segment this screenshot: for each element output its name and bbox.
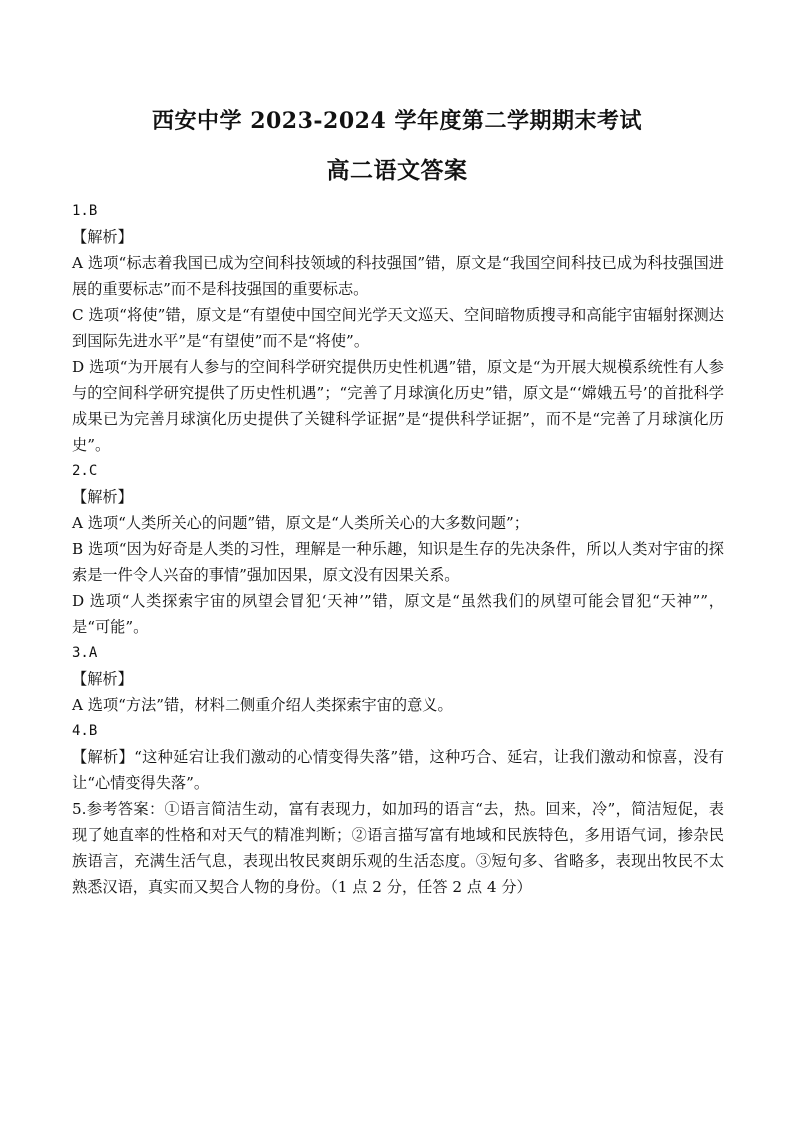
q3-number: 3.A bbox=[72, 645, 98, 661]
q1-number: 1.B bbox=[72, 203, 98, 219]
q2-option-b: B 选项“因为好奇是人类的习性，理解是一种乐趣，知识是生存的先决条件，所以人类对宇宙的探索是一件令人兴奋的事情”强加因果，原文没有因果关系。 bbox=[72, 540, 724, 584]
q1-option-d: D 选项“为开展有人参与的空间科学研究提供历史性机遇”错，原文是“为开展大规模系统性有人参与的空间科学研究提供了历史性机遇”；“完善了月球演化历史”错，原文是“‘嫦娥五号’的首批科学成果已为完善月球演化历史提供了关键科学证据”是“提供科学证据”，而不是“完善了月球演化历史”。 bbox=[72, 358, 724, 454]
q3-option-a: A 选项“方法”错，材料二侧重介绍人类探索宇宙的意义。 bbox=[72, 696, 453, 714]
q5-reference-answer: 5.参考答案：①语言简洁生动，富有表现力，如加玛的语言“去，热。回来，冷”，简洁短促，表现了她直率的性格和对天气的精准判断；②语言描写富有地域和民族特色，多用语气词，掺杂民族语言，充满生活气息，表现出牧民爽朗乐观的生活态度。③短句多、省略多，表现出牧民不太熟悉汉语，真实而又契合人物的身份。（1 点 2 分，任答 2 点 4 分） bbox=[72, 800, 724, 896]
q2-option-d: D 选项“人类探索宇宙的夙望会冒犯‘天神’”错，原文是“虽然我们的夙望可能会冒犯“天神””，是“可能”。 bbox=[72, 592, 724, 636]
q3-analysis-label: 【解析】 bbox=[72, 670, 133, 688]
q1-analysis-label: 【解析】 bbox=[72, 228, 133, 246]
q4-number: 4.B bbox=[72, 723, 98, 739]
q1-option-a: A 选项“标志着我国已成为空间科技领域的科技强国”错，原文是“我国空间科技已成为科技强国进展的重要标志”而不是科技强国的重要标志。 bbox=[72, 254, 724, 298]
q2-number: 2.C bbox=[72, 463, 98, 479]
q2-option-a: A 选项“人类所关心的问题”错，原文是“人类所关心的大多数问题”； bbox=[72, 514, 529, 532]
q2-analysis-label: 【解析】 bbox=[72, 488, 133, 506]
q4-analysis: 【解析】“这种延宕让我们激动的心情变得失落”错，这种巧合、延宕，让我们激动和惊喜，没有让“心情变得失落”。 bbox=[72, 748, 724, 792]
answers-body bbox=[72, 198, 724, 900]
page-title: 西安中学 2023-2024 学年度第二学期期末考试 bbox=[152, 108, 642, 134]
page-subtitle: 高二语文答案 bbox=[326, 157, 468, 184]
q1-option-c: C 选项“将使”错，原文是“有望使中国空间光学天文巡天、空间暗物质搜寻和高能宇宙辐射探测达到国际先进水平”是“有望使”而不是“将使”。 bbox=[72, 306, 724, 350]
